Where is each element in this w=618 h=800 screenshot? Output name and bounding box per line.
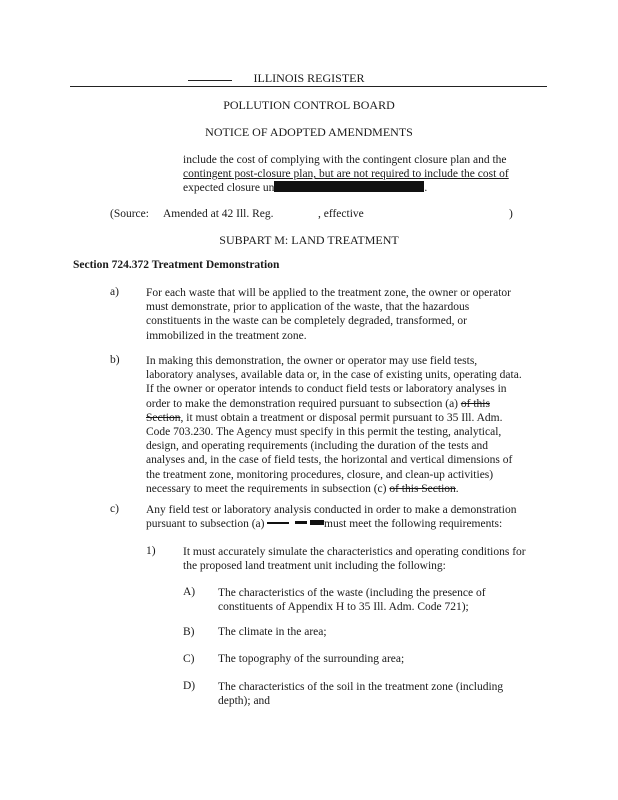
text-line: depth); and [218,695,271,708]
subsection-c-text [146,503,516,531]
text-line: It must accurately simulate the characteristics and operating conditions for [183,546,526,558]
subitem-b-label: B) [183,626,195,638]
redaction-mark [267,522,289,524]
subitem-c-label: C) [183,653,195,665]
text-line: the proposed land treatment unit including the following: [183,560,446,573]
source-text: Amended at 42 Ill. Reg. [163,208,274,220]
text-line: laboratory analyses, available data or, in the case of existing units, operating data. [146,369,522,382]
item-1-text [183,545,526,573]
text-line: pursuant to subsection (a) must meet the following requirements: [146,518,503,531]
text-line: the treatment zone, monitoring procedures, closure, and clean-up activities) [146,468,494,481]
source-effective: , effective [318,208,364,220]
subpart-heading: SUBPART M: LAND TREATMENT [219,233,399,247]
text-line: The characteristics of the waste (including the presence of [218,587,486,599]
text-line: constituents of Appendix H to 35 Ill. Adm. Code 721); [218,601,469,614]
text-line: For each waste that will be applied to the treatment zone, the owner or operator [146,287,511,299]
intro-line: contingent post-closure plan, but are not required to include the cost of [183,168,509,181]
subitem-c-text: The topography of the surrounding area; [218,653,405,665]
section-heading: Section 724.372 Treatment Demonstration [73,259,280,271]
text-line: Section, it must obtain a treatment or disposal permit pursuant to 35 Ill. Adm. [146,411,503,424]
text-line: must demonstrate, prior to application of the waste, that the hazardous [146,301,470,314]
register-title: ILLINOIS REGISTER [253,71,365,85]
text-line: The characteristics of the soil in the treatment zone (including [218,681,504,693]
subsection-b-label: b) [110,354,120,366]
subsection-c-label: c) [110,503,119,515]
subitem-d-text [218,680,503,708]
redaction-mark [310,520,324,525]
text-line: Any field test or laboratory analysis conducted in order to make a demonstration [146,504,517,516]
text-line: immobilized in the treatment zone. [146,329,307,342]
text-line: In making this demonstration, the owner or operator may use field tests, [146,355,478,367]
text-line: necessary to meet the requirements in subsection (c) of this Section. [146,482,459,495]
text-line: Code 703.230. The Agency must specify in this permit the testing, analytical, [146,426,502,439]
board-title: POLLUTION CONTROL BOARD [223,98,395,112]
subitem-a-text [218,586,486,614]
source-close: ) [509,208,513,220]
subsection-b-text [146,354,522,496]
subitem-a-label: A) [183,586,196,598]
source-label: (Source: [110,208,149,220]
text-line: design, and operating requirements (including the duration of the tests and [146,440,489,453]
redaction-bar [274,181,424,192]
subitem-d-label: D) [183,680,196,692]
intro-paragraph [183,153,509,196]
text-line: analyses and, in the case of field tests, the horizontal and vertical dimensions of [146,454,513,467]
item-1-label: 1) [146,545,156,557]
redaction-mark [295,521,307,524]
intro-line: expected closure un . [183,182,428,195]
subsection-a-label: a) [110,286,119,298]
text-line: order to make the demonstration required pursuant to subsection (a) of this [146,397,490,410]
notice-title: NOTICE OF ADOPTED AMENDMENTS [205,125,413,139]
text-line: constituents in the waste can be completely degraded, transformed, or [146,315,467,328]
text-line: If the owner or operator intends to conduct field tests or laboratory analyses in [146,383,507,396]
subsection-a-text [146,286,511,343]
intro-line: include the cost of complying with the contingent closure plan and the [183,154,507,166]
header-rule [70,86,547,87]
subitem-b-text: The climate in the area; [218,626,327,638]
